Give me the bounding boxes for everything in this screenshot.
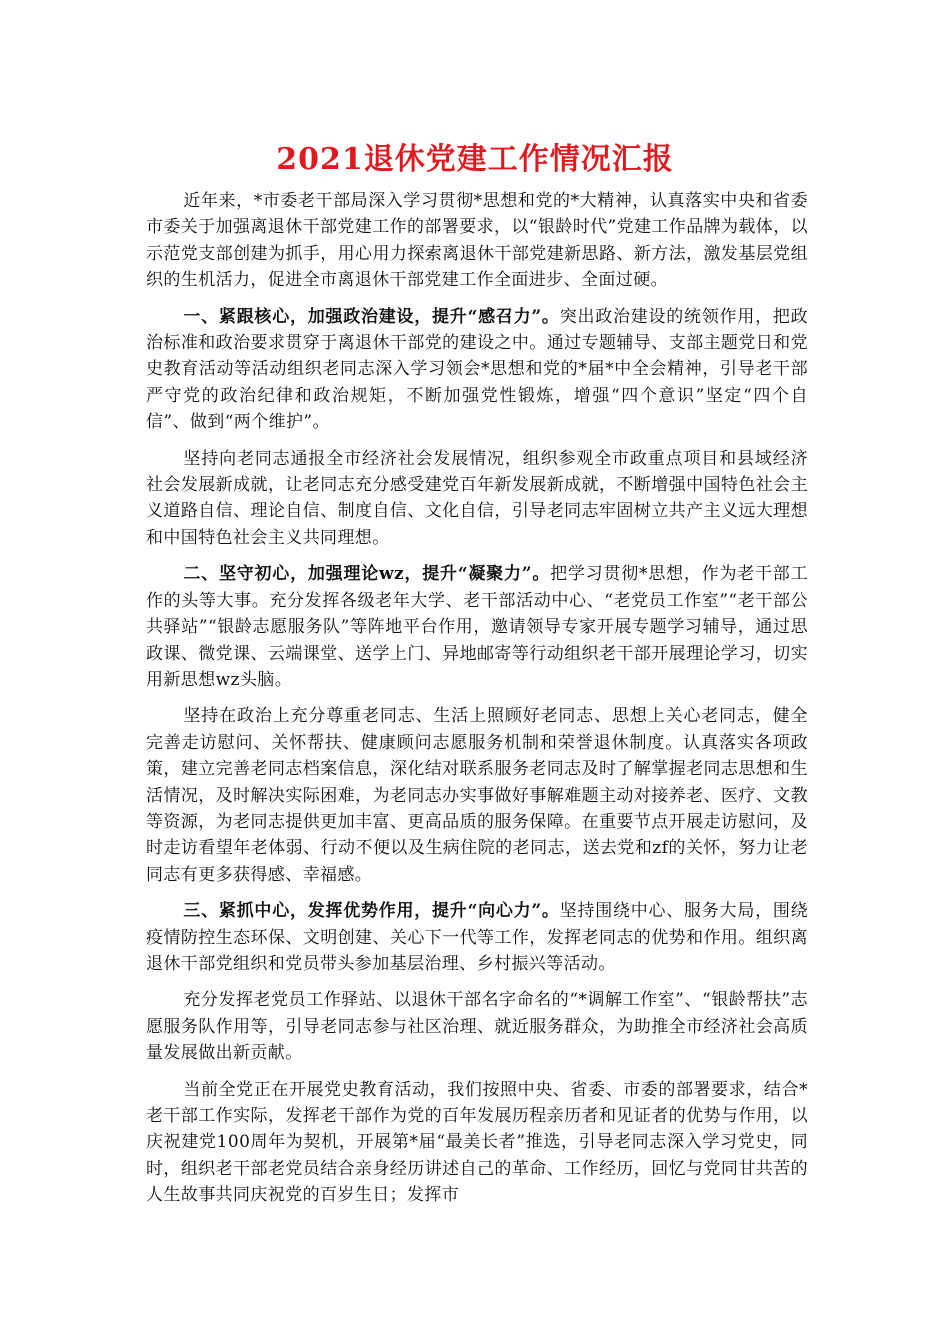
- paragraph-text: 当前全党正在开展党史教育活动，我们按照中央、省委、市委的部署要求，结合*老干部工作实际，发挥老干部作为党的百年发展历程亲历者和见证者的优势与作用，以庆祝建党100周年为契机，开展第*届“最美长者”推选，引导老同志深入学习党史，同时，组织老干部老党员结合亲身经历讲述自己的革命、工作经历，回忆与党同甘共苦的人生故事共同庆祝党的百岁生日；发挥市: [146, 1079, 808, 1206]
- section-heading-3: 三、紧抓中心，发挥优势作用，提升“向心力”。: [183, 901, 560, 922]
- paragraph-text: 突出政治建设的统领作用，把政治标准和政治要求贯穿于离退休干部党的建设之中。通过专题辅导、支部主题党日和党史教育活动等活动组织老同志深入学习领会*思想和党的*届*中全会精神，引导老干部严守党的政治纪律和政治规矩，不断加强党性锻炼，增强“四个意识”坚定“四个自信”、做到“两个维护”。: [146, 306, 808, 433]
- section-heading-1: 一、紧跟核心，加强政治建设，提升“感召力”。: [183, 306, 560, 327]
- paragraph-text: 坚持在政治上充分尊重老同志、生活上照顾好老同志、思想上关心老同志，健全完善走访慰问、关怀帮扶、健康顾问志愿服务机制和荣誉退休制度。认真落实各项政策，建立完善老同志档案信息，深化结对联系服务老同志及时了解掌握老同志思想和生活情况，及时解决实际困难，为老同志办实事做好事解难题主动对接养老、医疗、文教等资源，为老同志提供更加丰富、更高品质的服务保障。在重要节点开展走访慰问，及时走访看望年老体弱、行动不便以及生病住院的老同志，送去党和zf的关怀，努力让老同志有更多获得感、幸福感。: [146, 706, 808, 885]
- paragraph-intro: [146, 188, 808, 294]
- document-body: [146, 188, 808, 1219]
- paragraph-section-1: [146, 304, 808, 436]
- paragraph-text: 把学习贯彻*思想，作为老干部工作的头等大事。充分发挥各级老年大学、老干部活动中心、“老党员工作室”“老干部公共驿站”“银龄志愿服务队”等阵地平台作用，邀请领导专家开展专题学习辅导，通过思政课、微党课、云端课堂、送学上门、异地邮寄等行动组织老干部开展理论学习，切实用新思想wz头脑。: [146, 564, 808, 690]
- paragraph-text: 坚持向老同志通报全市经济社会发展情况，组织参观全市政重点项目和县域经济社会发展新成就，让老同志充分感受建党百年新发展新成就，不断增强中国特色社会主义道路自信、理论自信、制度自信、文化自信，引导老同志牢固树立共产主义远大理想和中国特色社会主义共同理想。: [146, 448, 808, 548]
- paragraph-section-2: [146, 561, 808, 693]
- section-heading-2: 二、坚守初心，加强理论wz，提升“凝聚力”。: [183, 564, 551, 585]
- paragraph-text: 坚持围绕中心、服务大局，围绕疫情防控生态环保、文明创建、关心下一代等工作，发挥老同志的优势和作用。组织离退休干部党组织和党员带头参加基层治理、乡村振兴等活动。: [146, 901, 808, 974]
- paragraph-section-3-cont: [146, 987, 808, 1066]
- document-title: 2021退休党建工作情况汇报: [276, 142, 674, 177]
- paragraph-section-1-cont: [146, 446, 808, 552]
- paragraph-section-2-cont: [146, 703, 808, 888]
- paragraph-text: 充分发挥老党员工作驿站、以退休干部名字命名的“*调解工作室”、“银龄帮扶”志愿服务队作用等，引导老同志参与社区治理、就近服务群众，为助推全市经济社会高质量发展做出新贡献。: [146, 990, 808, 1064]
- paragraph-party-history: [146, 1077, 808, 1209]
- paragraph-text: 近年来，*市委老干部局深入学习贯彻*思想和党的*大精神，认真落实中央和省委市委关于加强离退休干部党建工作的部署要求，以“银龄时代”党建工作品牌为载体，以示范党支部创建为抓手，用心用力探索离退休干部党建新思路、新方法，激发基层党组织的生机活力，促进全市离退休干部党建工作全面进步、全面过硬。: [146, 191, 808, 291]
- paragraph-section-3: [146, 898, 808, 977]
